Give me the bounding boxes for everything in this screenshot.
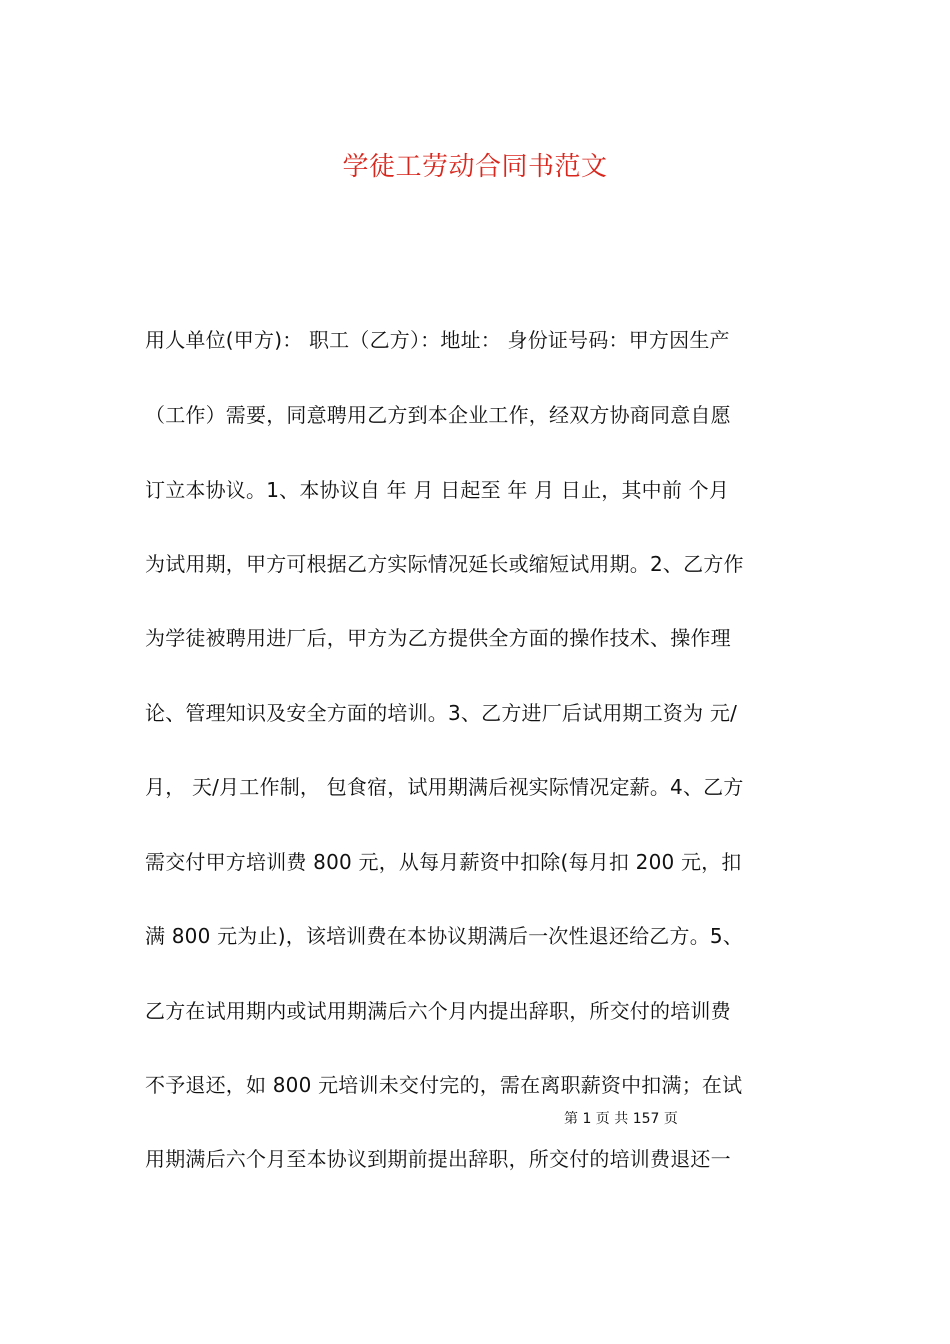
body-line: 用人单位(甲方)： 职工（乙方）：地址： 身份证号码：甲方因生产 <box>145 328 730 352</box>
body-line: 论、管理知识及安全方面的培训。3、乙方进厂后试用期工资为 元/ <box>145 701 738 725</box>
body-line: 为试用期，甲方可根据乙方实际情况延长或缩短试用期。2、乙方作 <box>145 552 744 576</box>
body-line: 为学徒被聘用进厂后，甲方为乙方提供全方面的操作技术、操作理 <box>145 626 731 650</box>
body-line: 用期满后六个月至本协议到期前提出辞职，所交付的培训费退还一 <box>145 1147 731 1171</box>
body-line: 满 800 元为止)，该培训费在本协议期满后一次性退还给乙方。5、 <box>145 924 744 948</box>
page-number: 第 1 页 共 157 页 <box>564 1111 678 1127</box>
body-line: 乙方在试用期内或试用期满后六个月内提出辞职，所交付的培训费 <box>145 999 731 1023</box>
body-line: （工作）需要，同意聘用乙方到本企业工作，经双方协商同意自愿 <box>145 403 731 427</box>
body-line: 不予退还，如 800 元培训未交付完的，需在离职薪资中扣满；在试 <box>145 1073 743 1097</box>
body-line: 订立本协议。1、本协议自 年 月 日起至 年 月 日止，其中前 个月 <box>145 478 730 502</box>
document-title: 学徒工劳动合同书范文 <box>342 152 608 183</box>
body-line: 月， 天/月工作制， 包食宿，试用期满后视实际情况定薪。4、乙方 <box>145 775 744 799</box>
body-line: 需交付甲方培训费 800 元，从每月薪资中扣除(每月扣 200 元，扣 <box>145 850 742 874</box>
